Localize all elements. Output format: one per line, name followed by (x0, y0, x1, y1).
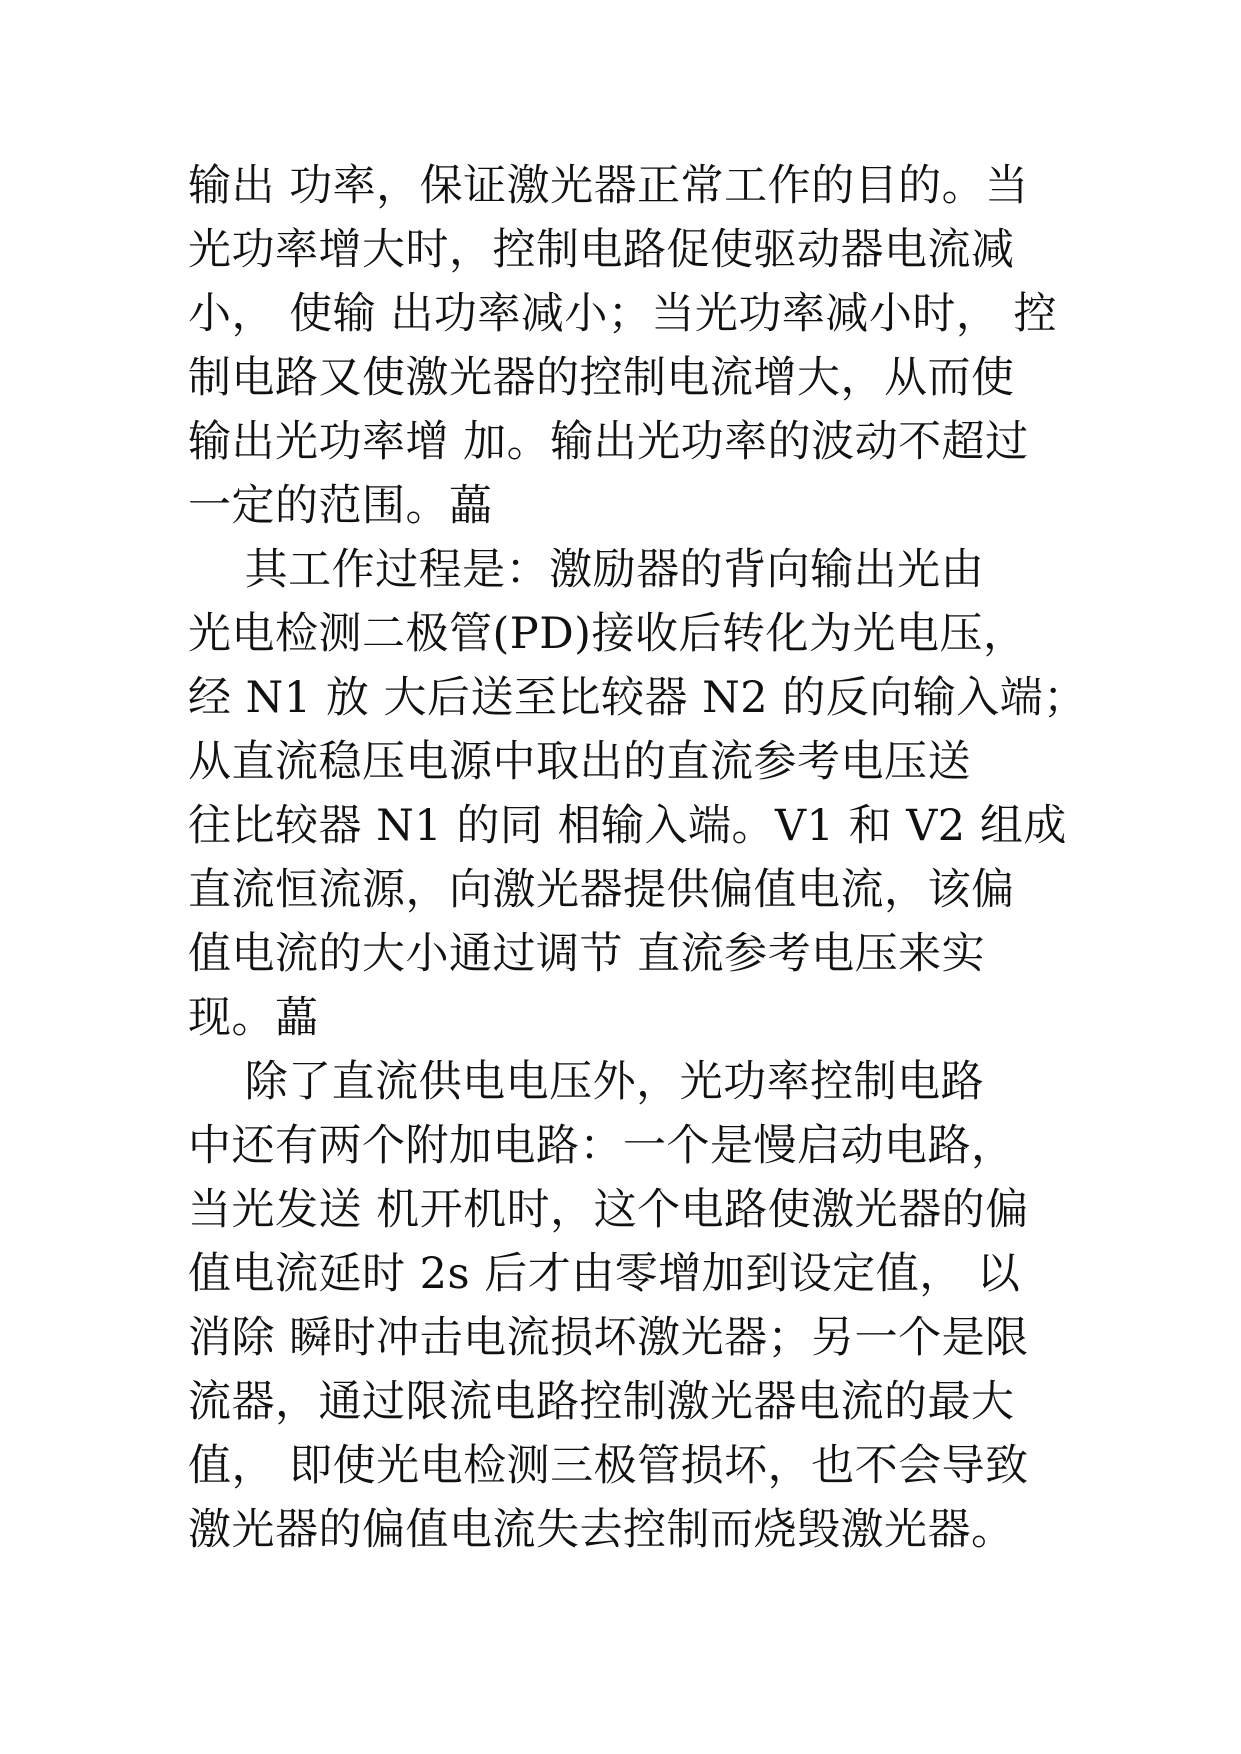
text-line: 往比较器 N1 的同 相输入端。V1 和 V2 组成 (188, 801, 1067, 851)
text-line: 一定的范围。藟 (188, 481, 493, 531)
text-line: 输出光功率增 加。输出光功率的波动不超过 (188, 417, 1029, 467)
text-line: 当光发送 机开机时，这个电路使激光器的偏 (188, 1185, 1029, 1235)
text-line: 制电路又使激光器的控制电流增大，从而使 (188, 353, 1015, 403)
text-line: 直流恒流源，向激光器提供偏值电流，该偏 (188, 865, 1015, 915)
text-line: 值电流的大小通过调节 直流参考电压来实 (188, 929, 986, 979)
text-line: 输出 功率，保证激光器正常工作的目的。当 (188, 161, 1029, 211)
text-line: 经 N1 放 大后送至比较器 N2 的反向输入端； (188, 673, 1087, 723)
text-line: 值， 即使光电检测三极管损坏，也不会导致 (188, 1441, 1029, 1491)
text-line: 值电流延时 2s 后才由零增加到设定值， 以 (188, 1249, 1021, 1299)
text-line: 从直流稳压电源中取出的直流参考电压送 (188, 737, 971, 787)
text-line: 小， 使输 出功率减小；当光功率减小时， 控 (188, 289, 1058, 339)
text-line: 光功率增大时，控制电路促使驱动器电流减 (188, 225, 1015, 275)
text-line: 其工作过程是：激励器的背向输出光由 (188, 545, 985, 595)
text-line: 现。藟 (188, 993, 319, 1043)
text-line: 消除 瞬时冲击电流损坏激光器；另一个是限 (188, 1313, 1029, 1363)
text-line: 流器，通过限流电路控制激光器电流的最大 (188, 1377, 1015, 1427)
text-line: 除了直流供电电压外，光功率控制电路 (188, 1057, 985, 1107)
text-line: 激光器的偏值电流失去控制而烧毁激光器。 (188, 1505, 1015, 1555)
text-line: 光电检测二极管(PD)接收后转化为光电压， (188, 609, 1027, 659)
text-line: 中还有两个附加电路：一个是慢启动电路， (188, 1121, 1015, 1171)
